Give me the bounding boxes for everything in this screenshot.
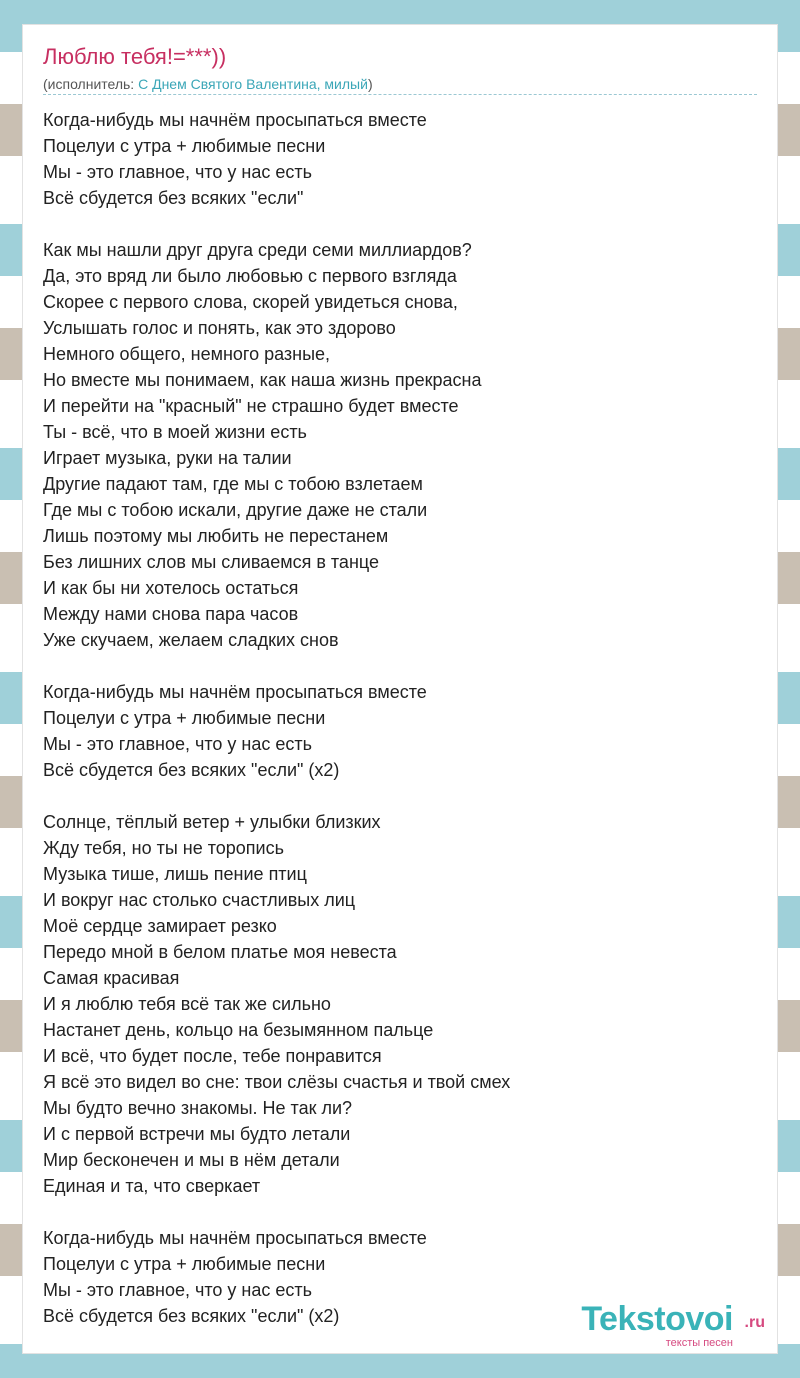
logo-domain: .ru — [744, 1314, 765, 1331]
artist-link[interactable]: С Днем Святого Валентина, милый — [138, 76, 368, 92]
lyric-line: Поцелуи с утра + любимые песни — [43, 708, 326, 728]
lyric-line: Всё сбудется без всяких "если" (x2) — [43, 760, 340, 780]
artist-prefix: (исполнитель: — [43, 76, 139, 92]
lyric-line: Когда-нибудь мы начнём просыпаться вместе — [43, 1228, 427, 1248]
song-title: Люблю тебя!=***)) — [43, 44, 227, 69]
lyric-line: Как мы нашли друг друга среди семи миллиардов? — [43, 240, 472, 260]
lyric-line: Без лишних слов мы сливаемся в танце — [43, 552, 380, 572]
lyric-line: Самая красивая — [43, 968, 180, 988]
lyric-line: Лишь поэтому мы любить не перестанем — [43, 526, 389, 546]
lyric-line: И как бы ни хотелось остаться — [43, 578, 299, 598]
lyric-line: И вокруг нас столько счастливых лиц — [43, 890, 356, 910]
lyric-line: Да, это вряд ли было любовью с первого взгляда — [43, 266, 457, 286]
lyric-line: Настанет день, кольцо на безымянном пальце — [43, 1020, 434, 1040]
logo-wordmark: Tekstovoi — [581, 1300, 733, 1338]
lyric-line: Мы - это главное, что у нас есть — [43, 162, 312, 182]
lyric-line: Мы - это главное, что у нас есть — [43, 734, 312, 754]
lyric-line: Жду тебя, но ты не торопись — [43, 838, 284, 858]
lyric-line: Ты - всё, что в моей жизни есть — [43, 422, 307, 442]
lyric-line: Уже скучаем, желаем сладких снов — [43, 630, 339, 650]
lyric-line: И всё, что будет после, тебе понравится — [43, 1046, 382, 1066]
divider — [43, 94, 757, 95]
artist-suffix: ) — [367, 76, 373, 92]
site-logo[interactable] — [551, 1299, 771, 1351]
lyric-line: Но вместе мы понимаем, как наша жизнь прекрасна — [43, 370, 482, 390]
lyric-line: Мир бесконечен и мы в нём детали — [43, 1150, 340, 1170]
lyric-line: Передо мной в белом платье моя невеста — [43, 942, 397, 962]
lyric-line: И с первой встречи мы будто летали — [43, 1124, 351, 1144]
lyric-line: Музыка тише, лишь пение птиц — [43, 864, 307, 884]
lyric-line: Играет музыка, руки на талии — [43, 448, 292, 468]
lyric-line — [43, 1199, 763, 1225]
lyric-line: Мы - это главное, что у нас есть — [43, 1280, 312, 1300]
lyric-line: Скорее с первого слова, скорей увидеться снова, — [43, 292, 458, 312]
lyric-line: Всё сбудется без всяких "если" (x2) — [43, 1306, 340, 1326]
lyrics-text — [43, 107, 763, 1329]
lyric-line: Между нами снова пара часов — [43, 604, 299, 624]
lyric-line — [43, 653, 763, 679]
logo-tagline: тексты песен — [665, 1337, 733, 1349]
lyric-line: Всё сбудется без всяких "если" — [43, 188, 304, 208]
lyric-line: Моё сердце замирает резко — [43, 916, 277, 936]
lyric-line: И перейти на "красный" не страшно будет вместе — [43, 396, 459, 416]
lyric-line: Где мы с тобою искали, другие даже не стали — [43, 500, 428, 520]
lyric-line: Немного общего, немного разные, — [43, 344, 331, 364]
artist-line — [43, 75, 373, 93]
lyric-line: Единая и та, что сверкает — [43, 1176, 261, 1196]
lyric-line: Я всё это видел во сне: твои слёзы счастья и твой смех — [43, 1072, 511, 1092]
lyric-line: Поцелуи с утра + любимые песни — [43, 1254, 326, 1274]
lyric-line — [43, 783, 763, 809]
lyric-line: Поцелуи с утра + любимые песни — [43, 136, 326, 156]
lyric-line: Солнце, тёплый ветер + улыбки близких — [43, 812, 381, 832]
lyric-line: Когда-нибудь мы начнём просыпаться вместе — [43, 110, 427, 130]
lyric-line: Услышать голос и понять, как это здорово — [43, 318, 396, 338]
lyric-line — [43, 211, 763, 237]
lyric-line: Другие падают там, где мы с тобою взлетаем — [43, 474, 423, 494]
lyric-line: Мы будто вечно знакомы. Не так ли? — [43, 1098, 353, 1118]
lyrics-card — [22, 24, 778, 1354]
lyric-line: Когда-нибудь мы начнём просыпаться вместе — [43, 682, 427, 702]
lyric-line: И я люблю тебя всё так же сильно — [43, 994, 331, 1014]
